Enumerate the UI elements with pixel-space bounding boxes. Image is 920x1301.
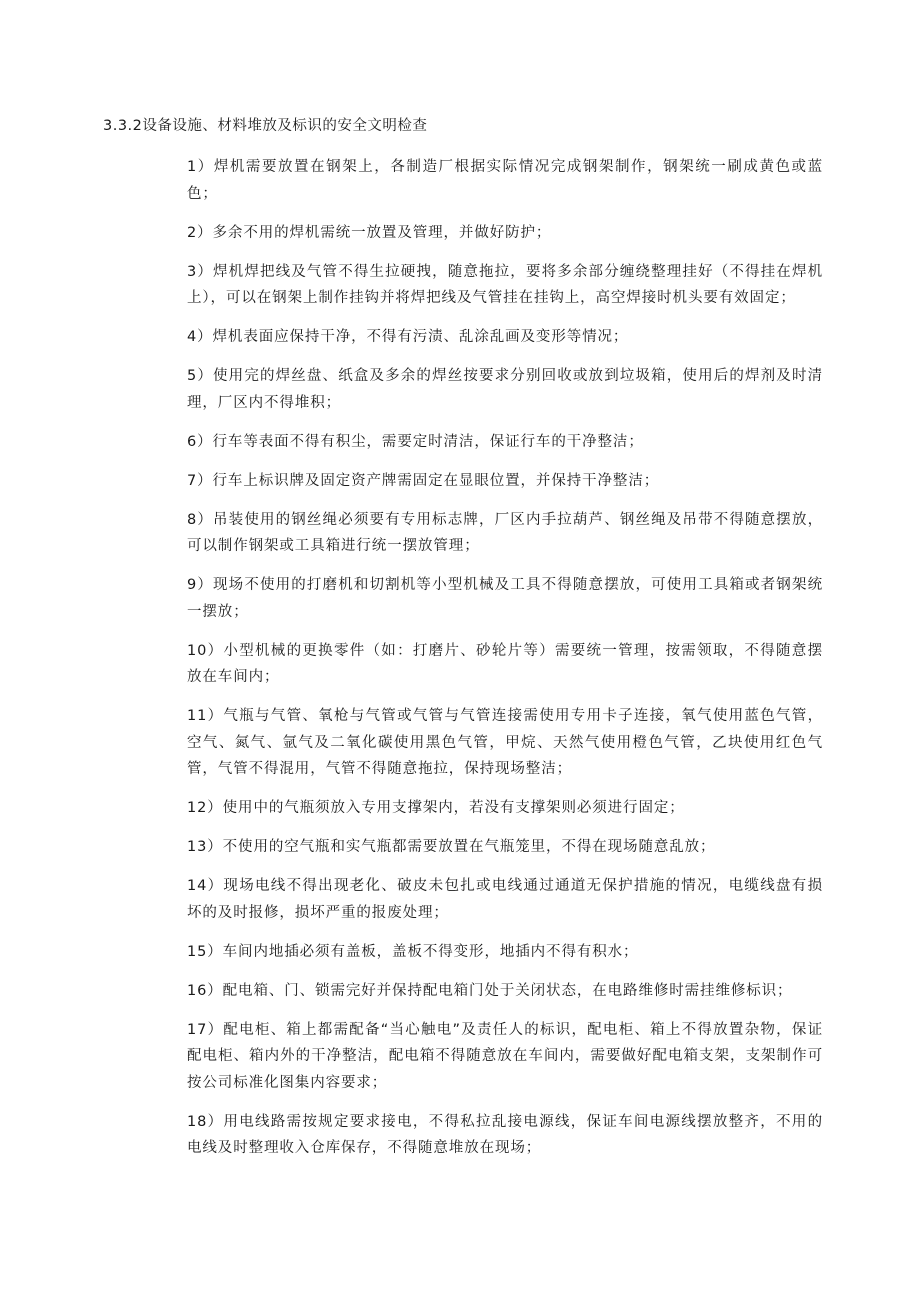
inspection-item-list: [187, 154, 823, 1174]
list-item: 5）使用完的焊丝盘、纸盒及多余的焊丝按要求分别回收或放到垃圾箱，使用后的焊剂及时清理，厂区内不得堆积；: [187, 368, 823, 411]
section-heading: 3.3.2设备设施、材料堆放及标识的安全文明检查: [103, 118, 428, 134]
list-item: 15）车间内地插必须有盖板，盖板不得变形，地插内不得有积水；: [187, 943, 639, 960]
list-item: 2）多余不用的焊机需统一放置及管理，并做好防护；: [187, 224, 552, 241]
list-item: 1）焊机需要放置在钢架上，各制造厂根据实际情况完成钢架制作，钢架统一刷成黄色或蓝色；: [187, 159, 823, 202]
list-item: 9）现场不使用的打磨机和切割机等小型机械及工具不得随意摆放，可使用工具箱或者钢架统一摆放；: [187, 577, 823, 620]
list-item: 17）配电柜、箱上都需配备“当心触电”及责任人的标识，配电柜、箱上不得放置杂物，保证配电柜、箱内外的干净整洁，配电箱不得随意放在车间内，需要做好配电箱支架，支架制作可按公司标准化图集内容要求；: [187, 1021, 823, 1091]
list-item: 14）现场电线不得出现老化、破皮未包扎或电线通过通道无保护措施的情况，电缆线盘有损坏的及时报修，损坏严重的报废处理；: [187, 878, 823, 921]
list-item: 8）吊装使用的钢丝绳必须要有专用标志牌，厂区内手拉葫芦、钢丝绳及吊带不得随意摆放，可以制作钢架或工具箱进行统一摆放管理；: [187, 511, 823, 554]
list-item: 3）焊机焊把线及气管不得生拉硬拽，随意拖拉，要将多余部分缠绕整理挂好（不得挂在焊机上），可以在钢架上制作挂钩并将焊把线及气管挂在挂钩上，高空焊接时机头要有效固定；: [187, 263, 823, 306]
list-item: 11）气瓶与气管、氧枪与气管或气管与气管连接需使用专用卡子连接，氧气使用蓝色气管，空气、氮气、氩气及二氧化碳使用黑色气管，甲烷、天然气使用橙色气管，乙块使用红色气管，气管不得混用，气管不得随意拖拉，保持现场整洁；: [187, 708, 823, 777]
list-item: 18）用电线路需按规定要求接电，不得私拉乱接电源线，保证车间电源线摆放整齐，不用的电线及时整理收入仓库保存，不得随意堆放在现场；: [187, 1113, 823, 1156]
list-item: 16）配电箱、门、锁需完好并保持配电箱门处于关闭状态，在电路维修时需挂维修标识；: [187, 982, 793, 999]
list-item: 10）小型机械的更换零件（如：打磨片、砂轮片等）需要统一管理，按需领取，不得随意摆放在车间内；: [187, 642, 823, 685]
list-item: 13）不使用的空气瓶和实气瓶都需要放置在气瓶笼里，不得在现场随意乱放；: [187, 839, 716, 855]
list-item: 4）焊机表面应保持干净，不得有污渍、乱涂乱画及变形等情况；: [187, 329, 629, 345]
list-item: 7）行车上标识牌及固定资产牌需固定在显眼位置，并保持干净整洁；: [187, 472, 660, 489]
list-item: 12）使用中的气瓶须放入专用支撑架内，若没有支撑架则必须进行固定；: [187, 800, 685, 816]
list-item: 6）行车等表面不得有积尘，需要定时清洁，保证行车的干净整洁；: [187, 433, 644, 450]
